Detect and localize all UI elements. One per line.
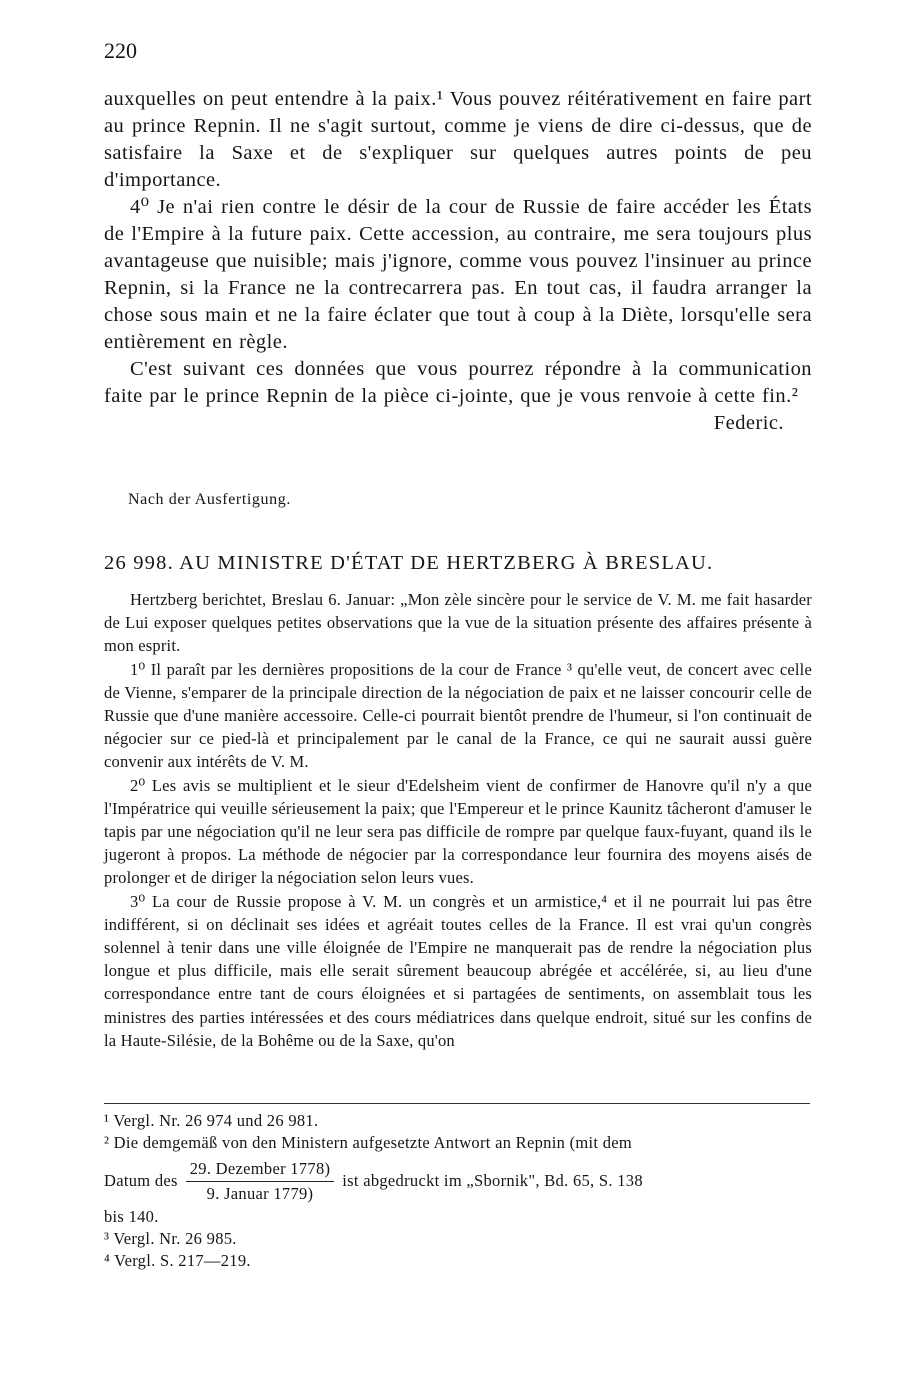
source-note: Nach der Ausfertigung.: [128, 491, 291, 508]
footnote-2-end: bis 140.: [104, 1207, 159, 1226]
report-paragraph-4: 3⁰ La cour de Russie propose à V. M. un congrès et un armistice,⁴ et il ne pourrait lui pas être indifférent, si on déclinait ses idées et agréait toutes celles de la France. Il est vrai qu'un congrès solennel à tenir dans une ville éloignée de l'Empire ne manquerait pas de rendre la négociation plus longue et plus difficile, mais elle serait sûrement beaucoup abrégée et accélérée, si, au lieu d'une correspondance entre tant de cours éloignées et si partagées de sentiments, on assemblait tous les ministres des parties intéressées et des cours médiatrices dans quelque endroit, situé sur les confins de la Haute-Silésie, de la Bohême ou de la Saxe, qu'on: [104, 891, 812, 1050]
letter-body: [104, 86, 812, 437]
letter-paragraph-3: C'est suivant ces données que vous pourrez répondre à la communication faite par le prince Repnin de la pièce ci-jointe, que je vous renvoie à cette fin.²: [104, 358, 812, 407]
footnote-3: ³ Vergl. Nr. 26 985.: [104, 1229, 237, 1248]
footnote-2-date-row: [104, 1156, 810, 1206]
letter-paragraph-1: auxquelles on peut entendre à la paix.¹ Vous pouvez réitérativement en faire part au prince Repnin. Il ne s'agit surtout, comme je viens de dire ci-dessus, que de satisfaire la Saxe et de s'expliquer sur quelques autres points de peu d'importance.: [104, 88, 812, 191]
document-heading: 26 998. AU MINISTRE D'ÉTAT DE HERTZBERG À BRESLAU.: [104, 552, 714, 574]
date-numerator: 29. Dezember 1778): [186, 1159, 335, 1182]
footnote-2-after: ist abgedruckt im „Sbornik", Bd. 65, S. 138: [342, 1171, 643, 1190]
report-body: [104, 588, 812, 1052]
letter-paragraph-2: 4⁰ Je n'ai rien contre le désir de la cour de Russie de faire accéder les États de l'Empire à la future paix. Cette accession, au contraire, me sera toujours plus avantageuse que nuisible; mais j'ignore, comme vous pouvez l'insinuer au prince Repnin, si la France ne la contrecarrera pas. En tout cas, il faudra arranger la chose sous main et ne la faire éclater que tout à coup à la Diète, lorsqu'elle sera entièrement en règle.: [104, 196, 812, 353]
signature: Federic.: [713, 412, 784, 434]
footnotes: [104, 1110, 810, 1272]
footnote-2-intro: ² Die demgemäß von den Ministern aufgesetzte Antwort an Repnin (mit dem: [104, 1133, 632, 1152]
report-paragraph-3: 2⁰ Les avis se multiplient et le sieur d'Edelsheim vient de confirmer de Hanovre qu'il n'y a que l'Impératrice qui veuille sérieusement la paix; que l'Empereur et le prince Kaunitz tâcheront d'amuser le tapis par une négociation qu'il ne leur sera pas difficile de rompre par quelque faux-fuyant, quand ils le jugeront à propos. La méthode de négocier par la correspondance leur fournira des moyens aisés de prolonger et de diriger la négociation selon leurs vues.: [104, 775, 812, 888]
page-number: 220: [104, 38, 137, 63]
report-paragraph-1: Hertzberg berichtet, Breslau 6. Januar: „Mon zèle sincère pour le service de V. M. me fait hasarder de Lui exposer quelques petites observations que la vue de la situation présente des affaires présente à mon esprit.: [104, 590, 812, 656]
report-paragraph-2: 1⁰ Il paraît par les dernières propositions de la cour de France ³ qu'elle veut, de concert avec celle de Vienne, s'emparer de la principale direction de la négociation de paix et ne laisser concourir celle de Russie que d'une manière accessoire. Celle-ci pourrait bientôt prendre de l'humeur, si l'on continuait de négocier sur ce pied-là et principalement par le canal de la France, ce qui ne saurait aussi guère convenir aux intérêts de V. M.: [104, 659, 812, 772]
date-denominator: 9. Januar 1779): [206, 1183, 314, 1203]
date-fraction: [186, 1159, 335, 1204]
footnote-1: ¹ Vergl. Nr. 26 974 und 26 981.: [104, 1111, 319, 1130]
footnote-2-datum-label: Datum des: [104, 1171, 178, 1190]
footnote-separator: [104, 1103, 810, 1104]
footnote-4: ⁴ Vergl. S. 217—219.: [104, 1251, 251, 1270]
